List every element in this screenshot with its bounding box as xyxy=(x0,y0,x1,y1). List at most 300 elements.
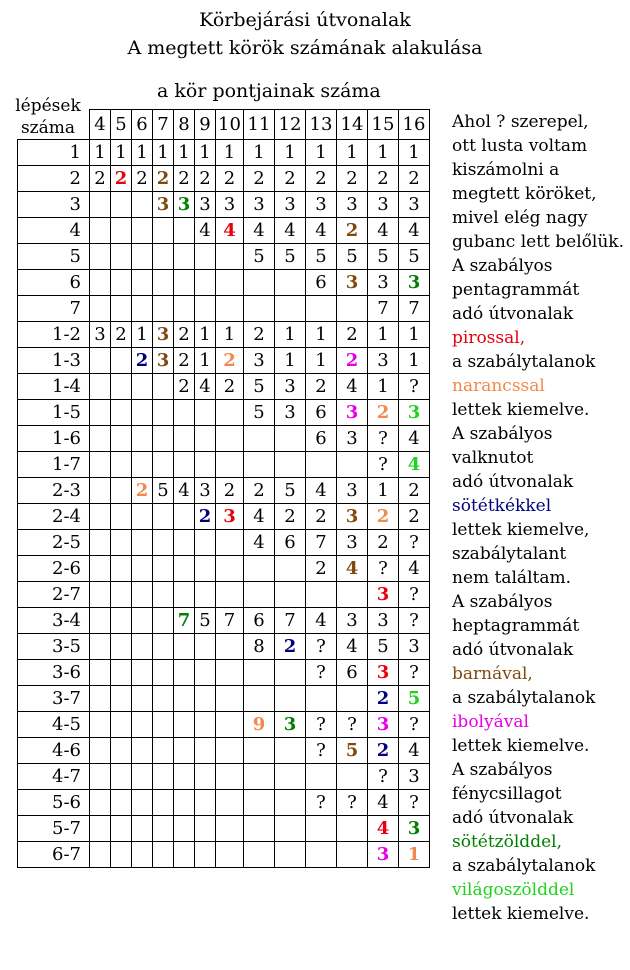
table-cell: 5 xyxy=(399,686,430,712)
row-label: 1-5 xyxy=(18,400,90,426)
table-cell xyxy=(132,192,153,218)
table-cell xyxy=(90,790,111,816)
table-cell xyxy=(216,660,244,686)
table-cell xyxy=(132,426,153,452)
table-cell xyxy=(306,582,337,608)
table-cell: 3 xyxy=(337,400,368,426)
table-cell xyxy=(111,218,132,244)
table-cell: 5 xyxy=(399,244,430,270)
table-cell xyxy=(90,270,111,296)
row-label: 5 xyxy=(18,244,90,270)
table-cell xyxy=(275,296,306,322)
table-cell xyxy=(216,686,244,712)
table-cell xyxy=(153,218,174,244)
row-label: 2-6 xyxy=(18,556,90,582)
note-line: a szabálytalanok xyxy=(452,688,596,708)
table-cell: 2 xyxy=(399,166,430,192)
table-cell xyxy=(90,712,111,738)
table-cell: 2 xyxy=(399,504,430,530)
table-cell xyxy=(174,530,195,556)
table-cell: 3 xyxy=(153,348,174,374)
table-row xyxy=(18,764,430,790)
note-line: lettek kiemelve, xyxy=(452,520,590,540)
table-cell: 4 xyxy=(337,556,368,582)
row-label: 6-7 xyxy=(18,842,90,868)
table-row xyxy=(18,218,430,244)
table-cell: 2 xyxy=(368,504,399,530)
table-cell xyxy=(216,738,244,764)
table-cell: 2 xyxy=(132,166,153,192)
table-cell xyxy=(216,816,244,842)
table-cell: 3 xyxy=(337,478,368,504)
table-cell xyxy=(337,582,368,608)
table-cell: 4 xyxy=(399,738,430,764)
table-cell: 2 xyxy=(153,166,174,192)
table-cell: 3 xyxy=(368,192,399,218)
table-cell: 2 xyxy=(90,166,111,192)
table-cell: 2 xyxy=(337,348,368,374)
row-label: 2-3 xyxy=(18,478,90,504)
table-cell xyxy=(244,790,275,816)
table-cell xyxy=(90,426,111,452)
table-cell: 2 xyxy=(132,478,153,504)
note-line: sötétzölddel, xyxy=(452,832,562,852)
table-cell: 2 xyxy=(368,738,399,764)
table-cell xyxy=(195,452,216,478)
note-line: mivel elég nagy xyxy=(452,208,588,228)
table-cell: 3 xyxy=(244,348,275,374)
table-cell xyxy=(337,764,368,790)
table-cell: 2 xyxy=(337,166,368,192)
table-cell: 4 xyxy=(195,218,216,244)
table-cell: 3 xyxy=(244,192,275,218)
column-header: 14 xyxy=(337,110,368,140)
table-cell xyxy=(111,764,132,790)
table-cell: 1 xyxy=(132,140,153,166)
table-cell xyxy=(216,530,244,556)
table-cell xyxy=(275,582,306,608)
table-cell: 3 xyxy=(174,192,195,218)
table-cell xyxy=(132,790,153,816)
table-cell xyxy=(174,660,195,686)
note-line: ott lusta voltam xyxy=(452,136,588,156)
table-row xyxy=(18,712,430,738)
note-line: kiszámolni a xyxy=(452,160,560,180)
table-cell: 4 xyxy=(244,504,275,530)
table-cell xyxy=(90,660,111,686)
table-cell: 7 xyxy=(216,608,244,634)
table-cell: 2 xyxy=(306,504,337,530)
note-line: Ahol ? szerepel, xyxy=(452,112,589,132)
table-cell xyxy=(244,582,275,608)
table-cell xyxy=(195,296,216,322)
table-cell xyxy=(337,816,368,842)
table-cell xyxy=(174,816,195,842)
table-cell: ? xyxy=(368,764,399,790)
table-cell: 1 xyxy=(368,322,399,348)
row-label: 1-7 xyxy=(18,452,90,478)
table-cell xyxy=(111,790,132,816)
table-cell xyxy=(90,608,111,634)
table-cell xyxy=(132,400,153,426)
table-cell: ? xyxy=(337,712,368,738)
table-cell xyxy=(174,790,195,816)
table-cell xyxy=(132,660,153,686)
table-cell xyxy=(153,582,174,608)
table-cell: 3 xyxy=(275,192,306,218)
table-cell: 2 xyxy=(244,478,275,504)
table-cell: 2 xyxy=(174,374,195,400)
table-cell xyxy=(216,296,244,322)
table-cell: 4 xyxy=(275,218,306,244)
table-cell xyxy=(306,816,337,842)
column-header: 15 xyxy=(368,110,399,140)
table-cell xyxy=(195,738,216,764)
note-line: megtett köröket, xyxy=(452,184,597,204)
table-cell: ? xyxy=(399,790,430,816)
table-cell xyxy=(195,764,216,790)
table-cell: 3 xyxy=(275,374,306,400)
table-cell xyxy=(195,842,216,868)
row-label: 1 xyxy=(18,140,90,166)
table-row xyxy=(18,530,430,556)
table-cell xyxy=(153,816,174,842)
table-cell: ? xyxy=(306,738,337,764)
table-cell xyxy=(174,426,195,452)
table-cell xyxy=(174,764,195,790)
table-cell xyxy=(174,686,195,712)
table-cell xyxy=(244,556,275,582)
table-cell: ? xyxy=(306,790,337,816)
row-label: 3-7 xyxy=(18,686,90,712)
table-cell xyxy=(216,582,244,608)
table-cell: 2 xyxy=(244,166,275,192)
note-line: A szabályos xyxy=(452,256,553,276)
table-cell: 3 xyxy=(399,816,430,842)
table-cell: 3 xyxy=(368,582,399,608)
table-cell: 5 xyxy=(244,244,275,270)
table-cell: 2 xyxy=(275,504,306,530)
table-row xyxy=(18,504,430,530)
table-cell xyxy=(216,634,244,660)
table-cell xyxy=(90,348,111,374)
table-row xyxy=(18,608,430,634)
row-label: 1-4 xyxy=(18,374,90,400)
table-cell xyxy=(132,374,153,400)
table-cell: 4 xyxy=(306,478,337,504)
table-cell: 3 xyxy=(368,842,399,868)
table-cell: 2 xyxy=(216,348,244,374)
table-cell: 1 xyxy=(306,322,337,348)
table-cell: ? xyxy=(306,712,337,738)
row-label: 1-2 xyxy=(18,322,90,348)
table-cell xyxy=(306,764,337,790)
table-cell xyxy=(111,426,132,452)
table-cell: 3 xyxy=(216,504,244,530)
rounds-table-body xyxy=(18,110,430,868)
table-cell xyxy=(90,244,111,270)
table-cell: ? xyxy=(399,374,430,400)
table-cell: 4 xyxy=(399,452,430,478)
title-line-2: A megtett körök számának alakulása xyxy=(127,37,483,59)
column-header: 13 xyxy=(306,110,337,140)
table-cell: 2 xyxy=(306,166,337,192)
table-cell: 1 xyxy=(275,322,306,348)
table-cell xyxy=(111,608,132,634)
table-cell: 3 xyxy=(368,348,399,374)
row-label: 5-7 xyxy=(18,816,90,842)
table-cell xyxy=(132,218,153,244)
table-cell xyxy=(111,374,132,400)
table-cell xyxy=(111,478,132,504)
row-label: 4 xyxy=(18,218,90,244)
table-cell: ? xyxy=(337,790,368,816)
table-cell: 2 xyxy=(368,166,399,192)
table-cell xyxy=(90,582,111,608)
table-cell: 2 xyxy=(244,322,275,348)
column-header: 16 xyxy=(399,110,430,140)
table-cell xyxy=(132,842,153,868)
table-cell: 3 xyxy=(399,764,430,790)
row-label: 2-7 xyxy=(18,582,90,608)
table-cell xyxy=(90,686,111,712)
table-row xyxy=(18,660,430,686)
table-cell: 2 xyxy=(337,218,368,244)
table-row xyxy=(18,634,430,660)
table-row xyxy=(18,296,430,322)
table-cell xyxy=(244,296,275,322)
table-cell xyxy=(90,452,111,478)
table-cell: 5 xyxy=(195,608,216,634)
table-cell: 3 xyxy=(399,270,430,296)
table-cell: 2 xyxy=(111,322,132,348)
table-row xyxy=(18,738,430,764)
row-label: 3-5 xyxy=(18,634,90,660)
table-cell xyxy=(306,686,337,712)
note-line: a szabálytalanok xyxy=(452,352,596,372)
table-row xyxy=(18,322,430,348)
table-cell: 4 xyxy=(244,218,275,244)
table-row xyxy=(18,790,430,816)
row-label: 2-4 xyxy=(18,504,90,530)
table-cell xyxy=(111,504,132,530)
column-header: 5 xyxy=(111,110,132,140)
table-cell: 1 xyxy=(216,322,244,348)
table-cell xyxy=(90,634,111,660)
table-cell: 1 xyxy=(399,348,430,374)
table-cell xyxy=(153,686,174,712)
title-line-1: Körbejárási útvonalak xyxy=(199,9,411,31)
table-cell xyxy=(153,530,174,556)
column-header: 10 xyxy=(216,110,244,140)
table-cell xyxy=(337,452,368,478)
note-line: lettek kiemelve. xyxy=(452,400,590,420)
column-header: 7 xyxy=(153,110,174,140)
note-line: A szabályos xyxy=(452,424,553,444)
table-cell: 5 xyxy=(244,374,275,400)
table-cell: 1 xyxy=(399,322,430,348)
table-cell: 4 xyxy=(399,556,430,582)
column-header: 9 xyxy=(195,110,216,140)
table-cell: 5 xyxy=(306,244,337,270)
table-cell xyxy=(216,270,244,296)
table-cell xyxy=(216,790,244,816)
table-cell: 1 xyxy=(111,140,132,166)
table-cell xyxy=(132,608,153,634)
table-cell xyxy=(275,842,306,868)
table-cell: 3 xyxy=(399,192,430,218)
table-cell xyxy=(275,764,306,790)
table-cell: 3 xyxy=(306,192,337,218)
table-cell: 2 xyxy=(368,400,399,426)
table-cell: 3 xyxy=(368,712,399,738)
table-cell xyxy=(174,504,195,530)
table-cell: 3 xyxy=(90,322,111,348)
table-row xyxy=(18,166,430,192)
row-label: 2-5 xyxy=(18,530,90,556)
row-label: 6 xyxy=(18,270,90,296)
table-cell xyxy=(275,686,306,712)
table-cell xyxy=(174,296,195,322)
table-cell xyxy=(275,426,306,452)
note-line: adó útvonalak xyxy=(452,304,574,324)
table-cell xyxy=(90,218,111,244)
table-cell xyxy=(216,842,244,868)
table-cell: 4 xyxy=(244,530,275,556)
table-cell: ? xyxy=(368,452,399,478)
table-cell xyxy=(111,530,132,556)
table-cell: 1 xyxy=(153,140,174,166)
table-cell xyxy=(111,244,132,270)
note-line: narancssal xyxy=(452,376,545,396)
table-cell: 6 xyxy=(244,608,275,634)
table-cell xyxy=(111,452,132,478)
row-label: 1-6 xyxy=(18,426,90,452)
table-cell: 1 xyxy=(399,140,430,166)
table-cell xyxy=(111,348,132,374)
table-cell xyxy=(90,816,111,842)
column-header: 8 xyxy=(174,110,195,140)
explanation-note xyxy=(452,110,630,926)
table-row xyxy=(18,452,430,478)
table-cell xyxy=(153,712,174,738)
table-cell xyxy=(153,374,174,400)
table-cell: ? xyxy=(399,660,430,686)
row-label: 4-6 xyxy=(18,738,90,764)
column-header: 4 xyxy=(90,110,111,140)
table-cell: 3 xyxy=(337,270,368,296)
table-cell: 1 xyxy=(337,140,368,166)
table-row xyxy=(18,556,430,582)
table-cell: 4 xyxy=(337,374,368,400)
table-cell: 3 xyxy=(337,192,368,218)
table-cell: 3 xyxy=(337,426,368,452)
table-cell xyxy=(195,634,216,660)
table-cell xyxy=(132,270,153,296)
table-cell xyxy=(153,504,174,530)
table-cell xyxy=(275,452,306,478)
table-cell xyxy=(153,738,174,764)
table-row xyxy=(18,686,430,712)
table-cell xyxy=(275,738,306,764)
note-line: lettek kiemelve. xyxy=(452,736,590,756)
table-cell xyxy=(216,764,244,790)
table-cell xyxy=(195,712,216,738)
table-cell xyxy=(90,478,111,504)
table-cell: 6 xyxy=(306,426,337,452)
table-cell xyxy=(111,738,132,764)
rounds-table xyxy=(17,109,430,868)
column-header: 6 xyxy=(132,110,153,140)
table-cell: 5 xyxy=(368,244,399,270)
table-cell: 1 xyxy=(306,140,337,166)
row-label: 4-7 xyxy=(18,764,90,790)
row-label: 3-4 xyxy=(18,608,90,634)
table-cell xyxy=(275,660,306,686)
table-cell xyxy=(275,556,306,582)
table-cell: 3 xyxy=(337,504,368,530)
table-cell: 3 xyxy=(195,192,216,218)
table-row xyxy=(18,842,430,868)
table-cell: 2 xyxy=(111,166,132,192)
table-row xyxy=(18,192,430,218)
table-cell: 4 xyxy=(337,634,368,660)
table-cell xyxy=(244,270,275,296)
table-cell xyxy=(244,842,275,868)
table-cell xyxy=(244,452,275,478)
table-cell: 5 xyxy=(337,244,368,270)
table-cell: 1 xyxy=(244,140,275,166)
row-label: 3-6 xyxy=(18,660,90,686)
table-row xyxy=(18,374,430,400)
table-row xyxy=(18,348,430,374)
table-cell xyxy=(111,400,132,426)
table-cell: 2 xyxy=(306,374,337,400)
table-cell xyxy=(174,452,195,478)
table-cell: 3 xyxy=(153,322,174,348)
table-cell: 6 xyxy=(337,660,368,686)
row-group-label-line-2: száma xyxy=(20,118,76,138)
table-cell xyxy=(90,374,111,400)
table-cell xyxy=(153,842,174,868)
table-cell xyxy=(244,816,275,842)
table-cell: 3 xyxy=(368,660,399,686)
table-cell: ? xyxy=(306,634,337,660)
table-cell xyxy=(174,738,195,764)
table-cell: 4 xyxy=(368,816,399,842)
table-cell: 9 xyxy=(244,712,275,738)
note-line: világoszölddel xyxy=(452,880,575,900)
table-cell: ? xyxy=(368,426,399,452)
table-cell: ? xyxy=(399,608,430,634)
table-cell xyxy=(195,530,216,556)
table-cell xyxy=(153,296,174,322)
note-line: fénycsillagot xyxy=(452,784,562,804)
table-cell xyxy=(153,244,174,270)
table-cell: 2 xyxy=(337,322,368,348)
table-cell: 2 xyxy=(368,686,399,712)
table-cell: 2 xyxy=(174,348,195,374)
table-cell: ? xyxy=(399,530,430,556)
table-cell xyxy=(132,296,153,322)
table-cell: 4 xyxy=(195,374,216,400)
table-cell: 2 xyxy=(275,634,306,660)
table-cell xyxy=(195,790,216,816)
table-cell: 1 xyxy=(399,842,430,868)
table-cell: 4 xyxy=(399,426,430,452)
table-cell xyxy=(195,270,216,296)
table-row xyxy=(18,478,430,504)
